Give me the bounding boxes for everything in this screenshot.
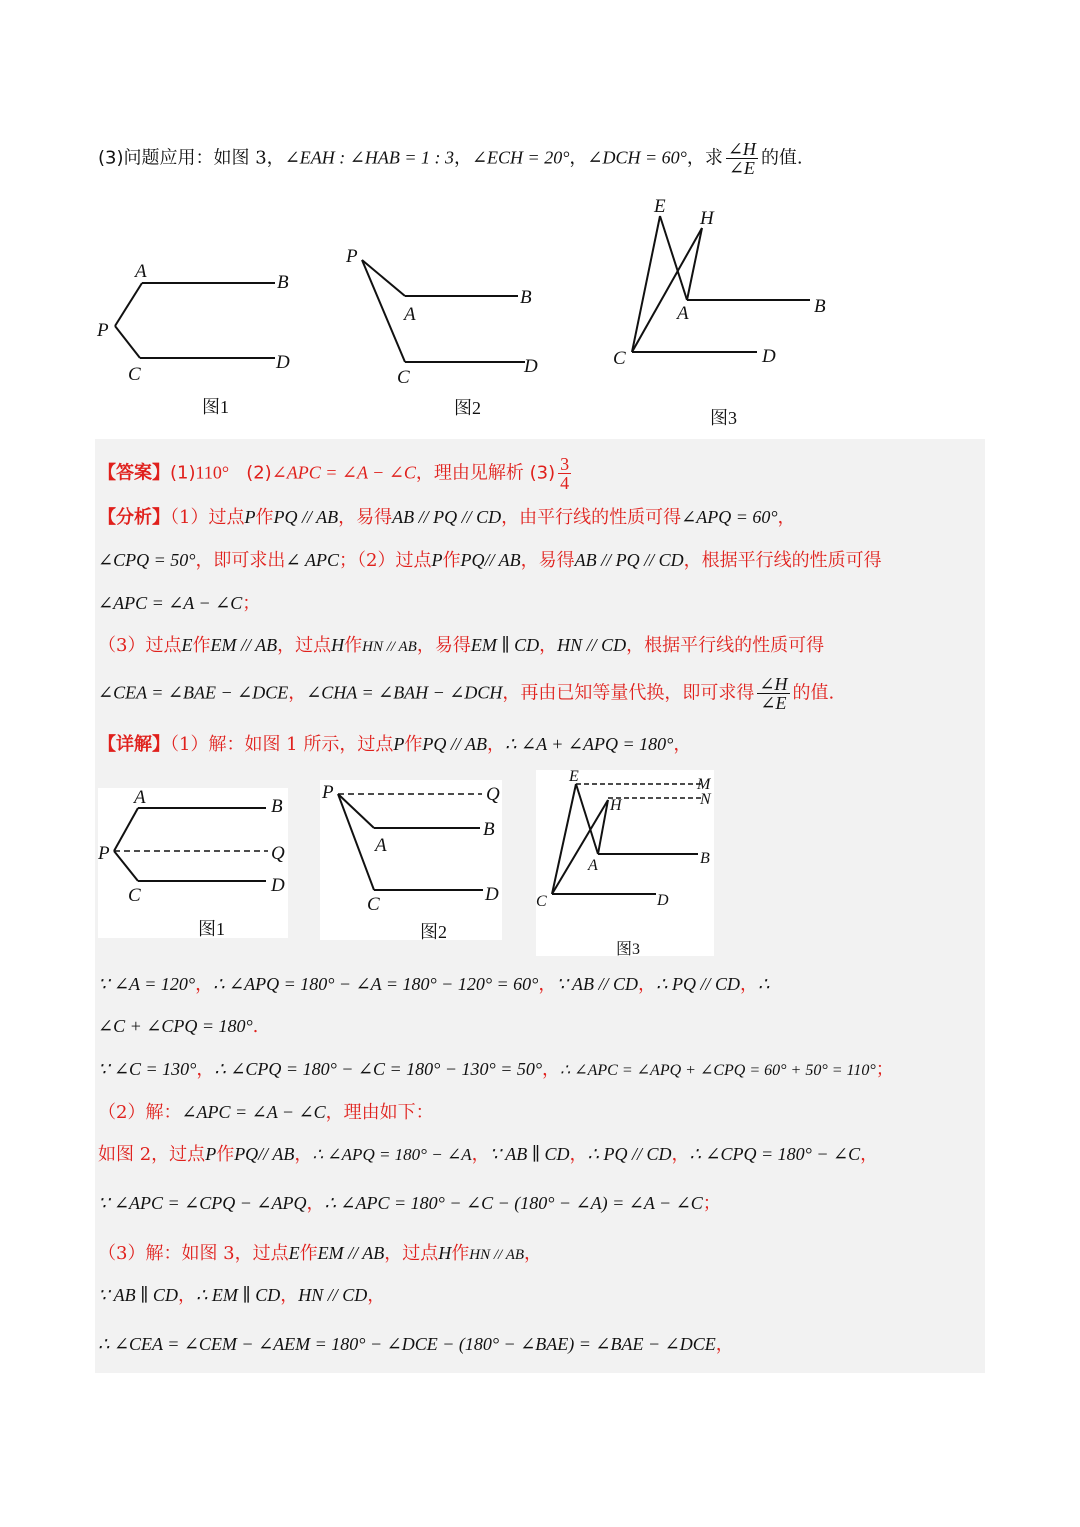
fig2-label-p: P [346, 246, 358, 267]
answer-line: 【答案】(1)110° (2)∠APC = ∠A − ∠C，理由见解析 (3) $\frac{3}{4}$ [98, 454, 570, 493]
fig1-label-a: A [135, 261, 147, 282]
fig1-caption: 图1 [202, 397, 229, 417]
solution-line-5: 如图 2，过点P作PQ// AB，∴ ∠APQ = 180° − ∠A，∵ AB ∥ CD，∴ PQ // CD，∴ ∠CPQ = 180° − ∠C， [98, 1144, 879, 1165]
fig1-label-p: P [97, 320, 109, 341]
analysis-line-1: 【分析】（1）过点P作PQ // AB，易得AB // PQ // CD，由平行线的性质可得∠APQ = 60°， [98, 507, 796, 528]
fig3-caption: 图3 [710, 408, 737, 428]
mid-fig3-label-d: D [657, 892, 669, 909]
mid-figure-1 [98, 788, 288, 938]
fig2-label-c: C [397, 367, 410, 388]
mid-fig2-label-b: B [483, 819, 495, 840]
analysis-line-2: ∠CPQ = 50°，即可求出∠ APC；（2）过点P作PQ// AB，易得AB // PQ // CD，根据平行线的性质可得 [98, 550, 882, 571]
solution-line-3: ∵ ∠C = 130°，∴ ∠CPQ = 180° − ∠C = 180° − 130° = 50°，∴ ∠APC = ∠APQ + ∠CPQ = 60° + 50° = 110°； [98, 1059, 894, 1080]
fig2-label-d: D [524, 356, 538, 377]
mid-fig3-label-n: N [700, 791, 711, 808]
fig3-label-e: E [654, 196, 666, 217]
solution-line-9: ∴ ∠CEA = ∠CEM − ∠AEM = 180° − ∠DCE − (180° − ∠BAE) = ∠BAE − ∠DCE， [98, 1334, 734, 1355]
answer-fraction: $\frac{3}{4}$ [560, 454, 570, 493]
fig2-label-a: A [404, 304, 416, 325]
analysis-line-5: ∠CEA = ∠BAE − ∠DCE，∠CHA = ∠BAH − ∠DCH，再由已知等量代换，即可求得 $\frac{\angle H}{\angle E}$ 的值. [98, 674, 835, 713]
answer-tag: 【答案】 [98, 462, 170, 484]
solution-line-7: （3）解：如图 3，过点E作EM // AB，过点H作HN // AB， [98, 1243, 543, 1264]
fig1-label-d: D [276, 352, 290, 373]
fig3-label-a: A [677, 303, 689, 324]
mid-fig1-label-c: C [128, 885, 141, 906]
top-figure-1 [90, 250, 320, 425]
mid-fig3-label-m: M [697, 776, 711, 793]
fig3-label-b: B [814, 296, 826, 317]
detail-line-1: 【详解】（1）解：如图 1 所示，过点P作PQ // AB，∴ ∠A + ∠APQ = 180°， [98, 734, 692, 755]
analysis-tag: 【分析】 [98, 507, 170, 528]
analysis-line-4: （3）过点E作EM // AB，过点H作HN // AB，易得EM ∥ CD，HN // CD，根据平行线的性质可得 [98, 635, 825, 656]
mid-fig2-label-d: D [485, 884, 499, 905]
mid-figure-3 [536, 770, 714, 956]
fig3-label-h: H [700, 208, 714, 229]
mid-fig2-label-q: Q [486, 784, 500, 805]
mid-fig1-label-a: A [134, 788, 146, 808]
solution-line-8: ∵ AB ∥ CD，∴ EM ∥ CD，HN // CD， [98, 1285, 386, 1306]
mid-figure-2 [320, 780, 502, 940]
mid-fig1-label-p: P [98, 843, 110, 864]
fig3-label-d: D [762, 346, 776, 367]
mid-fig1-caption: 图1 [198, 919, 225, 938]
mid-fig2-label-a: A [375, 835, 387, 856]
fig1-label-b: B [277, 272, 289, 293]
fig2-caption: 图2 [454, 398, 481, 418]
solution-line-2: ∠C + ∠CPQ = 180°. [98, 1016, 259, 1037]
question-fraction: $\frac{\angle H}{\angle E}$ [727, 139, 756, 178]
mid-fig1-label-q: Q [271, 843, 285, 864]
fig1-label-c: C [128, 364, 141, 385]
mid-fig1-label-b: B [271, 796, 283, 817]
analysis-line-3: ∠APC = ∠A − ∠C； [98, 593, 261, 614]
mid-fig3-label-e: E [569, 770, 579, 785]
fig3-label-c: C [613, 348, 626, 369]
mid-fig3-caption: 图3 [616, 941, 641, 956]
question-line: (3)问题应用：如图 3，∠EAH : ∠HAB = 1 : 3，∠ECH = 20°，∠DCH = 60°，求 $\frac{\angle H}{\angle E}$ 的值. [98, 139, 803, 178]
mid-fig2-label-c: C [367, 894, 380, 915]
mid-fig1-label-d: D [271, 875, 285, 896]
solution-line-6: ∵ ∠APC = ∠CPQ − ∠APQ，∴ ∠APC = 180° − ∠C − (180° − ∠A) = ∠A − ∠C； [98, 1193, 721, 1214]
mid-fig3-label-b: B [700, 850, 710, 867]
fig2-label-b: B [520, 287, 532, 308]
mid-fig3-label-c: C [536, 893, 547, 910]
top-figure-3 [600, 192, 840, 432]
mid-fig3-label-a: A [588, 857, 598, 874]
mid-fig2-label-p: P [322, 782, 334, 803]
mid-fig3-label-h: H [610, 797, 622, 814]
analysis-fraction: $\frac{\angle H}{\angle E}$ [759, 674, 788, 713]
solution-line-1: ∵ ∠A = 120°，∴ ∠APQ = 180° − ∠A = 180° − 120° = 60°，∵ AB // CD，∴ PQ // CD，∴ [98, 974, 770, 995]
detail-tag: 【详解】 [98, 734, 170, 755]
mid-fig2-caption: 图2 [420, 922, 447, 940]
top-figure-2 [340, 240, 560, 425]
solution-line-4: （2）解：∠APC = ∠A − ∠C，理由如下： [98, 1102, 434, 1123]
